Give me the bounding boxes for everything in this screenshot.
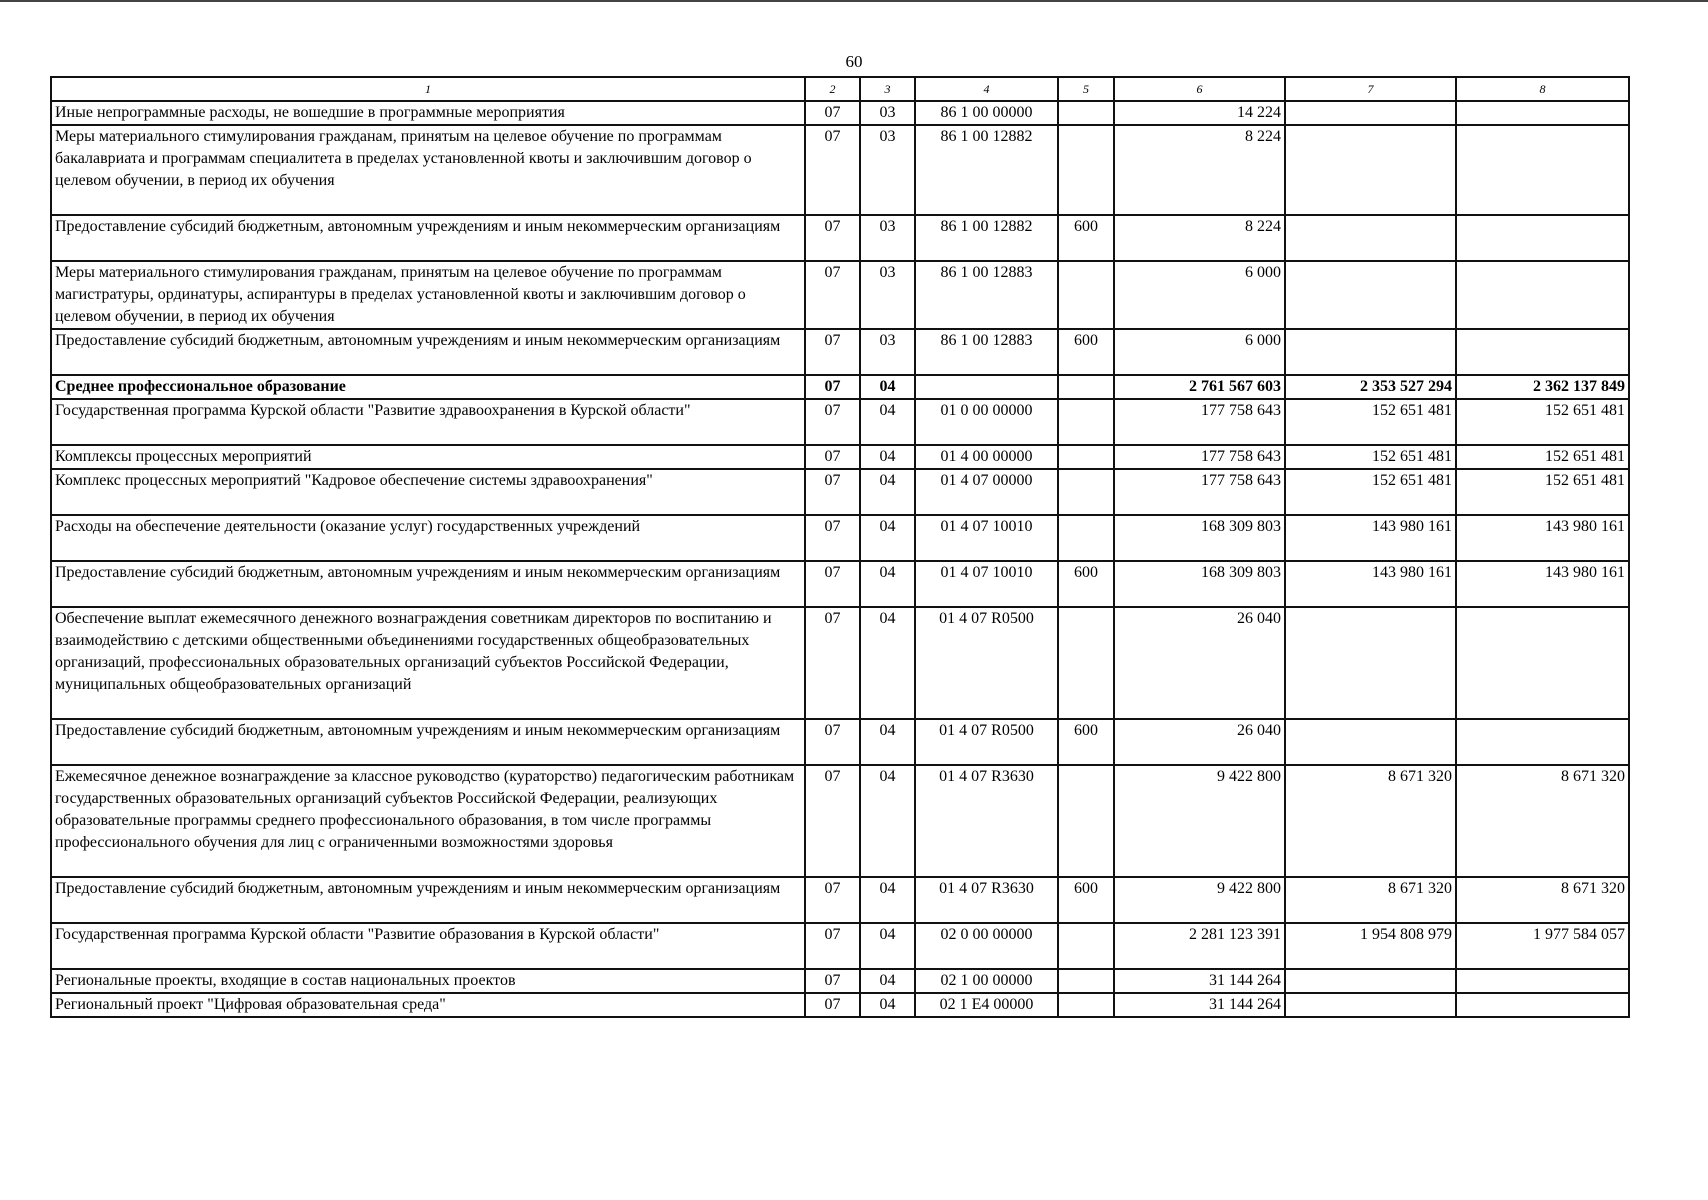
amount-col7 (1285, 125, 1456, 215)
subsection-code: 04 (860, 607, 915, 719)
subsection-code: 04 (860, 969, 915, 993)
amount-col8: 152 651 481 (1456, 399, 1629, 445)
amount-col7 (1285, 329, 1456, 375)
section-code: 07 (805, 329, 860, 375)
table-row (51, 719, 1629, 765)
subsection-code: 04 (860, 375, 915, 399)
amount-col6: 26 040 (1114, 607, 1285, 719)
amount-col8: 8 671 320 (1456, 765, 1629, 877)
amount-col6: 2 281 123 391 (1114, 923, 1285, 969)
amount-col8 (1456, 101, 1629, 125)
subsection-code: 04 (860, 993, 915, 1017)
row-name: Предоставление субсидий бюджетным, автономным учреждениям и иным некоммерческим организациям (51, 215, 805, 261)
amount-col6: 177 758 643 (1114, 399, 1285, 445)
page-number: 60 (845, 52, 863, 71)
target-article-code: 01 4 07 R0500 (915, 607, 1058, 719)
table-row (51, 993, 1629, 1017)
table-row (51, 765, 1629, 877)
amount-col6: 177 758 643 (1114, 469, 1285, 515)
amount-col7 (1285, 719, 1456, 765)
amount-col7 (1285, 101, 1456, 125)
amount-col8: 143 980 161 (1456, 515, 1629, 561)
subsection-code: 04 (860, 765, 915, 877)
table-row (51, 261, 1629, 329)
target-article-code (915, 375, 1058, 399)
row-name: Государственная программа Курской области "Развитие образования в Курской области" (51, 923, 805, 969)
subsection-code: 04 (860, 923, 915, 969)
section-code: 07 (805, 719, 860, 765)
subsection-code: 04 (860, 445, 915, 469)
target-article-code: 02 1 00 00000 (915, 969, 1058, 993)
amount-col7 (1285, 969, 1456, 993)
table-row (51, 561, 1629, 607)
header-row (51, 77, 1629, 101)
section-code: 07 (805, 375, 860, 399)
subsection-code: 03 (860, 101, 915, 125)
amount-col7: 2 353 527 294 (1285, 375, 1456, 399)
amount-col7: 152 651 481 (1285, 469, 1456, 515)
amount-col8 (1456, 969, 1629, 993)
section-code: 07 (805, 607, 860, 719)
amount-col6: 31 144 264 (1114, 969, 1285, 993)
expense-type-code: 600 (1058, 719, 1114, 765)
row-name: Среднее профессиональное образование (51, 375, 805, 399)
subsection-code: 03 (860, 329, 915, 375)
section-code: 07 (805, 561, 860, 607)
row-name: Предоставление субсидий бюджетным, автономным учреждениям и иным некоммерческим организациям (51, 561, 805, 607)
table-row (51, 877, 1629, 923)
expense-type-code (1058, 101, 1114, 125)
row-name: Ежемесячное денежное вознаграждение за классное руководство (кураторство) педагогическим работникам государственных образовательных организаций субъектов Российской Федерации, реализующих образовательные программы среднего профессионального образования, в том числе программы профессионального обучения для лиц с ограниченными возможностями здоровья (51, 765, 805, 877)
amount-col8: 152 651 481 (1456, 445, 1629, 469)
amount-col7 (1285, 993, 1456, 1017)
amount-col7: 152 651 481 (1285, 445, 1456, 469)
table-row (51, 125, 1629, 215)
target-article-code: 01 4 07 R3630 (915, 765, 1058, 877)
amount-col8: 2 362 137 849 (1456, 375, 1629, 399)
subsection-code: 03 (860, 261, 915, 329)
amount-col7 (1285, 607, 1456, 719)
subsection-code: 03 (860, 215, 915, 261)
row-name: Иные непрограммные расходы, не вошедшие в программные мероприятия (51, 101, 805, 125)
subsection-code: 04 (860, 515, 915, 561)
amount-col8: 1 977 584 057 (1456, 923, 1629, 969)
table-row (51, 969, 1629, 993)
subsection-code: 04 (860, 561, 915, 607)
amount-col8 (1456, 719, 1629, 765)
target-article-code: 86 1 00 12882 (915, 125, 1058, 215)
section-code: 07 (805, 923, 860, 969)
expense-type-code (1058, 923, 1114, 969)
header-cell: 6 (1114, 77, 1285, 101)
amount-col7 (1285, 215, 1456, 261)
expense-type-code: 600 (1058, 215, 1114, 261)
section-code: 07 (805, 515, 860, 561)
section-code: 07 (805, 101, 860, 125)
expense-type-code (1058, 765, 1114, 877)
amount-col6: 9 422 800 (1114, 877, 1285, 923)
amount-col6: 8 224 (1114, 215, 1285, 261)
amount-col8: 8 671 320 (1456, 877, 1629, 923)
amount-col6: 168 309 803 (1114, 515, 1285, 561)
expense-type-code (1058, 515, 1114, 561)
amount-col8 (1456, 125, 1629, 215)
amount-col7: 1 954 808 979 (1285, 923, 1456, 969)
amount-col6: 6 000 (1114, 329, 1285, 375)
row-name: Предоставление субсидий бюджетным, автономным учреждениям и иным некоммерческим организациям (51, 719, 805, 765)
target-article-code: 01 4 07 00000 (915, 469, 1058, 515)
table-row (51, 515, 1629, 561)
amount-col7: 143 980 161 (1285, 515, 1456, 561)
row-name: Расходы на обеспечение деятельности (оказание услуг) государственных учреждений (51, 515, 805, 561)
amount-col7: 8 671 320 (1285, 765, 1456, 877)
header-cell: 4 (915, 77, 1058, 101)
table-row (51, 469, 1629, 515)
expense-type-code (1058, 607, 1114, 719)
expense-type-code (1058, 125, 1114, 215)
amount-col7 (1285, 261, 1456, 329)
target-article-code: 86 1 00 12882 (915, 215, 1058, 261)
amount-col6: 8 224 (1114, 125, 1285, 215)
target-article-code: 86 1 00 12883 (915, 261, 1058, 329)
expense-type-code (1058, 969, 1114, 993)
header-cell: 5 (1058, 77, 1114, 101)
header-cell: 7 (1285, 77, 1456, 101)
section-code: 07 (805, 993, 860, 1017)
subsection-code: 04 (860, 719, 915, 765)
target-article-code: 01 4 07 R0500 (915, 719, 1058, 765)
row-name: Предоставление субсидий бюджетным, автономным учреждениям и иным некоммерческим организациям (51, 877, 805, 923)
header-cell: 8 (1456, 77, 1629, 101)
amount-col7: 8 671 320 (1285, 877, 1456, 923)
expense-type-code (1058, 261, 1114, 329)
amount-col6: 2 761 567 603 (1114, 375, 1285, 399)
target-article-code: 86 1 00 12883 (915, 329, 1058, 375)
amount-col6: 26 040 (1114, 719, 1285, 765)
row-name: Меры материального стимулирования гражданам, принятым на целевое обучение по программам бакалавриата и программам специалитета в пределах установленной квоты и заключившим договор о целевом обучении, в период их обучения (51, 125, 805, 215)
row-name: Региональные проекты, входящие в состав национальных проектов (51, 969, 805, 993)
table-row (51, 329, 1629, 375)
amount-col6: 9 422 800 (1114, 765, 1285, 877)
amount-col6: 168 309 803 (1114, 561, 1285, 607)
amount-col8 (1456, 329, 1629, 375)
section-code: 07 (805, 765, 860, 877)
table-row (51, 101, 1629, 125)
target-article-code: 02 0 00 00000 (915, 923, 1058, 969)
amount-col8 (1456, 215, 1629, 261)
target-article-code: 01 4 00 00000 (915, 445, 1058, 469)
budget-table (50, 76, 1630, 1018)
row-name: Обеспечение выплат ежемесячного денежного вознаграждения советникам директоров по воспитанию и взаимодействию с детскими общественными объединениями государственных общеобразовательных организаций, профессиональных образовательных организаций субъектов Российской Федерации, муниципальных общеобразовательных организаций (51, 607, 805, 719)
target-article-code: 01 4 07 10010 (915, 515, 1058, 561)
row-name: Комплексы процессных мероприятий (51, 445, 805, 469)
expense-type-code (1058, 445, 1114, 469)
target-article-code: 01 0 00 00000 (915, 399, 1058, 445)
subsection-code: 04 (860, 877, 915, 923)
amount-col8 (1456, 993, 1629, 1017)
amount-col8: 143 980 161 (1456, 561, 1629, 607)
expense-type-code (1058, 375, 1114, 399)
target-article-code: 86 1 00 00000 (915, 101, 1058, 125)
scan-edge (0, 0, 1708, 2)
section-code: 07 (805, 969, 860, 993)
amount-col8 (1456, 261, 1629, 329)
subsection-code: 04 (860, 399, 915, 445)
section-code: 07 (805, 399, 860, 445)
section-code: 07 (805, 261, 860, 329)
amount-col6: 177 758 643 (1114, 445, 1285, 469)
amount-col6: 6 000 (1114, 261, 1285, 329)
row-name: Комплекс процессных мероприятий "Кадровое обеспечение системы здравоохранения" (51, 469, 805, 515)
amount-col6: 14 224 (1114, 101, 1285, 125)
amount-col6: 31 144 264 (1114, 993, 1285, 1017)
expense-type-code (1058, 993, 1114, 1017)
section-code: 07 (805, 445, 860, 469)
target-article-code: 01 4 07 10010 (915, 561, 1058, 607)
amount-col8 (1456, 607, 1629, 719)
row-name: Региональный проект "Цифровая образовательная среда" (51, 993, 805, 1017)
table-row (51, 445, 1629, 469)
amount-col7: 143 980 161 (1285, 561, 1456, 607)
target-article-code: 01 4 07 R3630 (915, 877, 1058, 923)
amount-col7: 152 651 481 (1285, 399, 1456, 445)
subsection-code: 04 (860, 469, 915, 515)
section-code: 07 (805, 469, 860, 515)
section-code: 07 (805, 125, 860, 215)
amount-col8: 152 651 481 (1456, 469, 1629, 515)
expense-type-code (1058, 469, 1114, 515)
expense-type-code: 600 (1058, 329, 1114, 375)
table-row (51, 607, 1629, 719)
table-row (51, 215, 1629, 261)
subsection-code: 03 (860, 125, 915, 215)
section-code: 07 (805, 877, 860, 923)
table-row (51, 399, 1629, 445)
header-cell: 2 (805, 77, 860, 101)
expense-type-code: 600 (1058, 877, 1114, 923)
row-name: Государственная программа Курской области "Развитие здравоохранения в Курской области" (51, 399, 805, 445)
header-cell: 3 (860, 77, 915, 101)
section-code: 07 (805, 215, 860, 261)
header-cell: 1 (51, 77, 805, 101)
row-name: Меры материального стимулирования гражданам, принятым на целевое обучение по программам магистратуры, ординатуры, аспирантуры в пределах установленной квоты и заключившим договор о целевом обучении, в период их обучения (51, 261, 805, 329)
table-row (51, 923, 1629, 969)
table-row (51, 375, 1629, 399)
expense-type-code: 600 (1058, 561, 1114, 607)
expense-type-code (1058, 399, 1114, 445)
target-article-code: 02 1 E4 00000 (915, 993, 1058, 1017)
row-name: Предоставление субсидий бюджетным, автономным учреждениям и иным некоммерческим организациям (51, 329, 805, 375)
